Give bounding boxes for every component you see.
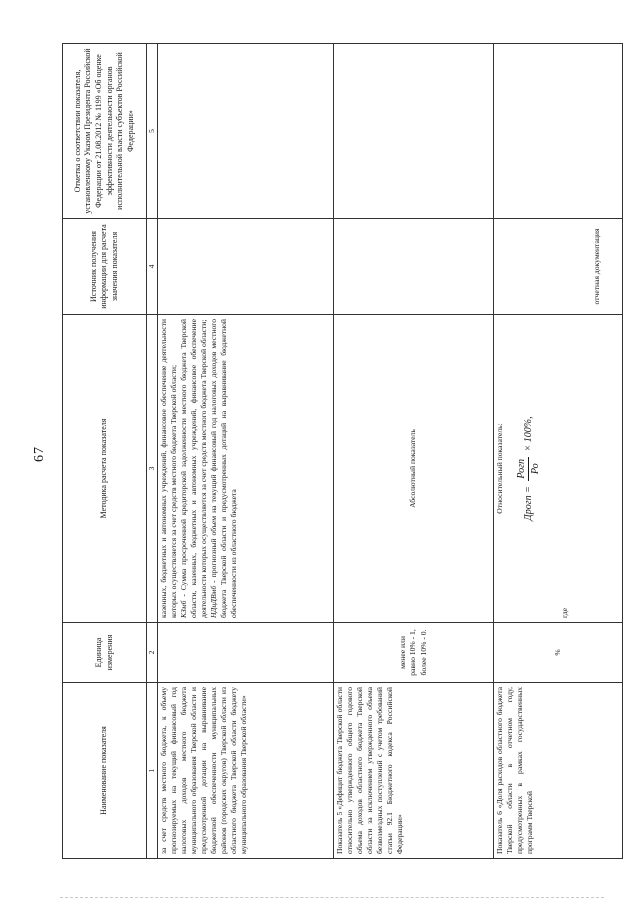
column-number: 2: [147, 623, 158, 683]
rotated-table-frame: [62, 44, 622, 859]
method-text: - Сумма просроченной кредиторской задолженности местного бюджета Тверской области, казенных, бюджетных и автономных учреждений, финансовое обеспечение деятельности которых осуществляется за счет средств местного бюджета Тверской области;: [179, 319, 209, 618]
formula-comma: ,: [523, 416, 534, 419]
page-number: 67: [32, 446, 47, 462]
column-number: 5: [147, 44, 158, 219]
table-row-continuation: [158, 44, 334, 859]
decree-mark-cell: [158, 44, 334, 219]
indicator-name-cell: Показатель 5 «Дефицит бюджета Тверской области относительно утвержденного общего годового объема доходов областного бюджета Тверской области за исключением утвержденного объема безвозмездных поступлений с учетом требований статьи 92.1 Бюджетного кодекса Российской Федерации»: [334, 683, 494, 859]
formula-multiplier: × 100%: [523, 418, 534, 452]
method-cell: [158, 315, 334, 623]
unit-cell: менее или равно 10% - 1, более 10% - 0.: [334, 623, 494, 683]
source-cell: [334, 219, 494, 315]
table-rotator: [62, 44, 622, 859]
formula: [515, 319, 542, 618]
formula-fraction: [515, 457, 542, 481]
formula-symbol: НДиДВмб: [209, 585, 219, 618]
header-source: Источник получения информации для расчета значения показателя: [63, 219, 147, 315]
scan-artifact-line: [60, 897, 604, 899]
column-number: 1: [147, 683, 158, 859]
method-text: казенных, бюджетных и автономных учреждений, финансовое обеспечение деятельности которых осуществляется за счет средств местного бюджета Тверской области;: [159, 319, 179, 618]
source-cell: [158, 219, 334, 315]
header-method: Методика расчета показателя: [63, 315, 147, 623]
formula-lhs: Дрогп =: [523, 486, 534, 521]
source-cell: отчетная документация: [494, 219, 623, 315]
formula-symbol: КЗмб: [179, 600, 189, 618]
formula-numerator: Рогп: [515, 457, 529, 481]
header-indicator-name: Наименование показателя: [63, 683, 147, 859]
header-decree-mark: Отметка о соответствии показателя, установленному Указом Президента Российской Федерации от 21.08.2012 № 1199 «Об оценке эффективности деятельности органов исполнительной власти субъектов Российской Федерации»: [63, 44, 147, 219]
column-number: 3: [147, 315, 158, 623]
indicator-table: [62, 43, 623, 859]
method-cell: [494, 315, 623, 623]
header-unit: Единица измерения: [63, 623, 147, 683]
where-label: где: [560, 608, 570, 618]
column-number-row: [147, 44, 158, 859]
formula-denominator: Ро: [530, 463, 542, 475]
table-row-indicator-6: [494, 44, 623, 859]
table-row-indicator-5: [334, 44, 494, 859]
method-text: - прогнозный объем на текущий финансовый год налоговых доходов местного бюджета Тверской области и предусмотренных дотаций на выравнивание бюджетной обеспеченности из областного бюджета: [209, 319, 239, 618]
decree-mark-cell: [494, 44, 623, 219]
method-cell: Абсолютный показатель: [334, 315, 494, 623]
indicator-name-cell: Показатель 6 «Доля расходов областного бюджета Тверской области в отчетном году, предусмотренных в рамках государственных программ Тверской: [494, 683, 623, 859]
method-title: Относительный показатель:: [495, 423, 504, 514]
unit-cell: [158, 623, 334, 683]
unit-cell: %: [494, 623, 623, 683]
table-header-row: [63, 44, 147, 859]
decree-mark-cell: [334, 44, 494, 219]
column-number: 4: [147, 219, 158, 315]
indicator-name-cell: за счет средств местного бюджета, к объему прогнозируемых на текущий финансовый год налоговых доходов местного бюджета муниципального образования Тверской области и предусмотренной дотации на выравнивание бюджетной обеспеченности муниципальных районов (городских округов) Тверской области из областного бюджета Тверской области бюджету муниципального образования Тверской области»: [158, 683, 334, 859]
